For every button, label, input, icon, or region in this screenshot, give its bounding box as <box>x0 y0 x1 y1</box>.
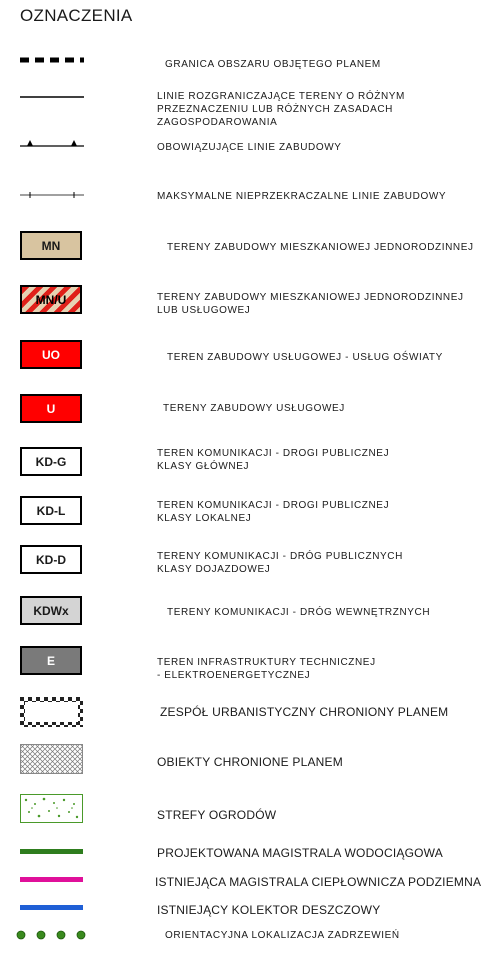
kdwx-swatch: KDWx <box>20 596 82 625</box>
legend-label-line-1: LINIE ROZGRANICZAJĄCE TERENY O RÓŻNYM <box>157 91 405 102</box>
kd-g-swatch: KD-G <box>20 447 82 476</box>
legend-label: ISTNIEJĄCY KOLEKTOR DESZCZOWY <box>157 903 381 917</box>
thin-line-icon <box>20 94 84 100</box>
legend-label: PROJEKTOWANA MAGISTRALA WODOCIĄGOWA <box>157 846 443 860</box>
tree-dots-icon <box>14 928 90 942</box>
legend-label-line-3: ZAGOSPODAROWANIA <box>157 117 278 128</box>
legend-label: STREFY OGRODÓW <box>157 808 277 822</box>
kd-l-swatch: KD-L <box>20 496 82 525</box>
legend-label-line-1: TERENY ZABUDOWY MIESZKANIOWEJ JEDNORODZINNEJ <box>157 292 464 303</box>
legend-label-line-1: TEREN KOMUNIKACJI - DROGI PUBLICZNEJ <box>157 448 390 459</box>
mn-u-swatch: MN/U <box>20 285 82 314</box>
legend-label: MAKSYMALNE NIEPRZEKRACZALNE LINIE ZABUDOWY <box>157 191 447 202</box>
mn-swatch: MN <box>20 231 82 260</box>
legend-label-line-1: TEREN INFRASTRUKTURY TECHNICZNEJ <box>157 657 376 668</box>
u-swatch: U <box>20 394 82 423</box>
magenta-line-icon <box>20 877 83 882</box>
kd-d-swatch: KD-D <box>20 545 82 574</box>
dashed-boundary-line-icon <box>20 55 84 65</box>
legend-label: OBIEKTY CHRONIONE PLANEM <box>157 755 343 769</box>
garden-dots-icon <box>20 794 83 823</box>
legend-label: GRANICA OBSZARU OBJĘTEGO PLANEM <box>165 59 381 70</box>
legend-label: ISTNIEJĄCA MAGISTRALA CIEPŁOWNICZA PODZIEMNA <box>155 875 482 889</box>
legend-label: ZESPÓŁ URBANISTYCZNY CHRONIONY PLANEM <box>160 705 449 719</box>
legend-label: TERENY ZABUDOWY MIESZKANIOWEJ JEDNORODZINNEJ <box>167 242 474 253</box>
legend-title: OZNACZENIA <box>20 6 133 25</box>
legend-label: TEREN ZABUDOWY USŁUGOWEJ - USŁUG OŚWIATY <box>167 352 443 363</box>
legend-label: ORIENTACYJNA LOKALIZACJA ZADRZEWIEŃ <box>165 930 400 941</box>
checker-border-icon <box>20 697 83 727</box>
building-line-ticks-icon <box>20 188 84 200</box>
blue-line-icon <box>20 905 83 910</box>
building-line-triangles-icon <box>20 137 84 149</box>
legend-label-line-1: TERENY KOMUNIKACJI - DRÓG PUBLICZNYCH <box>157 551 403 562</box>
legend-label-line-2: KLASY GŁÓWNEJ <box>157 461 250 472</box>
legend-label-line-2: LUB USŁUGOWEJ <box>157 305 251 316</box>
legend-label-line-2: KLASY LOKALNEJ <box>157 513 252 524</box>
legend-label-line-2: KLASY DOJAZDOWEJ <box>157 564 271 575</box>
uo-swatch: UO <box>20 340 82 369</box>
legend-label-line-2: PRZEZNACZENIU LUB RÓŻNYCH ZASADACH <box>157 104 393 115</box>
crosshatch-icon <box>20 744 83 774</box>
legend-label-line-1: TEREN KOMUNIKACJI - DROGI PUBLICZNEJ <box>157 500 390 511</box>
e-swatch: E <box>20 646 82 675</box>
legend-label: TERENY KOMUNIKACJI - DRÓG WEWNĘTRZNYCH <box>167 607 431 618</box>
legend-label-line-2: - ELEKTROENERGETYCZNEJ <box>157 670 311 681</box>
legend-label: TERENY ZABUDOWY USŁUGOWEJ <box>163 403 345 414</box>
green-line-icon <box>20 849 83 854</box>
legend-label: OBOWIĄZUJĄCE LINIE ZABUDOWY <box>157 142 342 153</box>
